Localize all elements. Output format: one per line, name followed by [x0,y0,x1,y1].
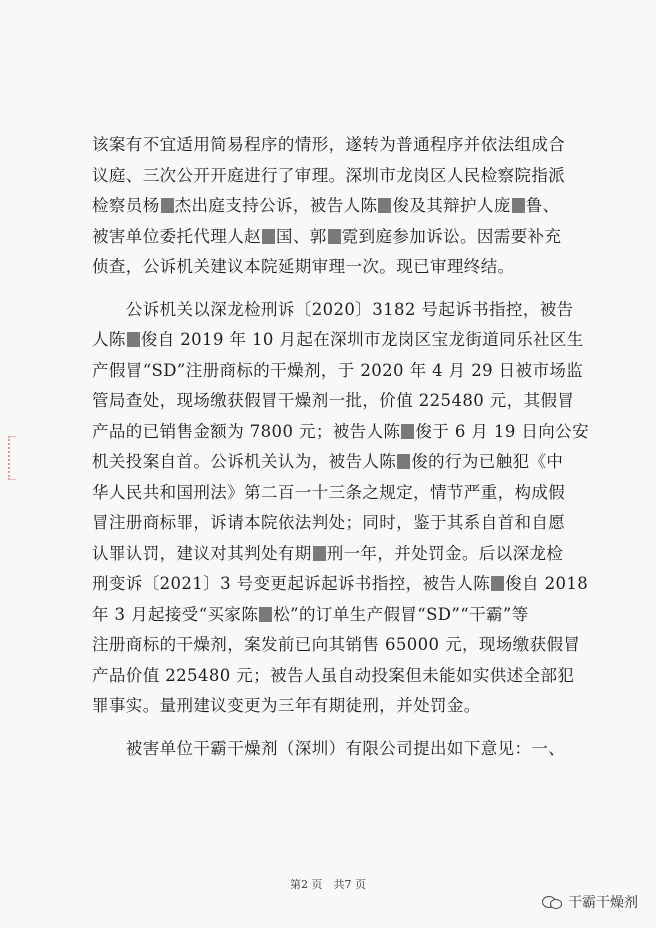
text-segment: 俊及其辩护人庞 [392,196,511,215]
text-segment: 认罪认罚，建议对其判处有期 [92,543,312,563]
text-segment: 年 3 月起接受“买家陈 [92,604,259,624]
text-line [92,569,592,600]
redaction-block [313,546,326,561]
judgment-body-text [92,130,592,764]
text-segment: 检察员杨 [92,196,160,215]
text-segment: 注册商标的干燥剂，案发前已向其销售 65000 元，现场缴获假冒 [92,635,581,654]
text-segment: 人陈 [92,330,126,349]
text-line [92,734,592,765]
redaction-block [262,229,275,244]
text-segment: 俊的行为已触犯《中 [411,452,564,471]
text-segment: 冒注册商标罪，诉请本院依法判处；同时，鉴于其系自首和自愿 [92,513,566,532]
text-segment: 议庭、三次公开开庭进行了审理。深圳市龙岗区人民检察院指派 [92,165,566,185]
redaction-block [512,198,525,213]
redaction-block [397,454,410,469]
redaction-block [127,332,140,347]
text-line [92,600,592,631]
text-line [92,661,592,692]
paragraph-gap [92,722,592,734]
text-segment: 刑一年，并处罚金。后以深龙检 [326,543,564,563]
text-segment: 机关投案自首。公诉机关认为，被告人陈 [92,452,397,471]
watermark-label: 干霸干燥剂 [568,895,638,911]
text-line [92,417,592,448]
text-segment: 产假冒“SD”注册商标的干燥剂，于 2020 年 4 月 29 日被市场监 [92,360,584,380]
redaction-block [401,424,414,439]
text-segment: 俊自 2018 [505,574,589,593]
text-line [92,130,592,161]
text-segment: 鲁、 [525,196,560,215]
text-line [92,161,592,192]
text-line [92,691,592,722]
page-number: 第2 页 共7 页 [290,878,366,891]
text-segment: 俊于 6 月 19 日向公安 [415,421,589,441]
text-segment: 被害单位干霸干燥剂（深圳）有限公司提出如下意见：一、 [92,738,566,758]
text-segment: 侦查，公诉机关建议本院延期审理一次。现已审理终结。 [92,257,515,276]
wechat-watermark [542,892,638,912]
redaction-block [161,198,174,213]
text-segment: 公诉机关以深龙检刑诉〔2020〕3182 号起诉书指控，被告 [92,299,574,319]
text-segment: 该案有不宜适用简易程序的情形，遂转为普通程序并依法组成合 [92,135,566,154]
redaction-block [259,607,272,622]
redaction-block [491,576,504,591]
text-segment: 杰出庭支持公诉，被告人陈 [174,196,378,215]
text-line [92,630,592,661]
paragraph-gap [92,283,592,295]
text-line [92,447,592,478]
text-line [92,478,592,509]
text-segment: 华人民共和国刑法》第二百一十三条之规定，情节严重，构成假 [92,482,566,502]
text-line [92,222,592,253]
text-line [92,252,592,283]
text-segment: 产品价值 225480 元；被告人虽自动投案但未能如实供述全部犯 [92,665,575,685]
text-segment: 霓到庭参加诉讼。因需要补充 [341,226,562,246]
text-line [92,539,592,570]
text-segment: 松”的订单生产假冒“SD”“干霸”等 [273,604,529,624]
text-segment: 管局查处，现场缴获假冒干燥剂一批，价值 225480 元，其假冒 [92,391,575,410]
wechat-icon [542,894,562,910]
margin-seal-mark [8,436,16,480]
text-segment: 俊自 2019 年 10 月起在深圳市龙岗区宝龙街道同乐社区生 [140,330,584,349]
text-line [92,191,592,222]
text-line [92,386,592,417]
text-line [92,295,592,326]
text-segment: 被害单位委托代理人赵 [92,226,261,246]
text-segment: 国、郭 [276,226,327,246]
text-line [92,508,592,539]
text-line [92,356,592,387]
text-segment: 罪事实。量刑建议变更为三年有期徒刑，并处罚金。 [92,696,481,715]
text-line [92,325,592,356]
text-segment: 刑变诉〔2021〕3 号变更起诉起诉书指控，被告人陈 [92,574,491,593]
redaction-block [378,198,391,213]
redaction-block [328,229,341,244]
text-segment: 产品的已销售金额为 7800 元；被告人陈 [92,421,401,441]
